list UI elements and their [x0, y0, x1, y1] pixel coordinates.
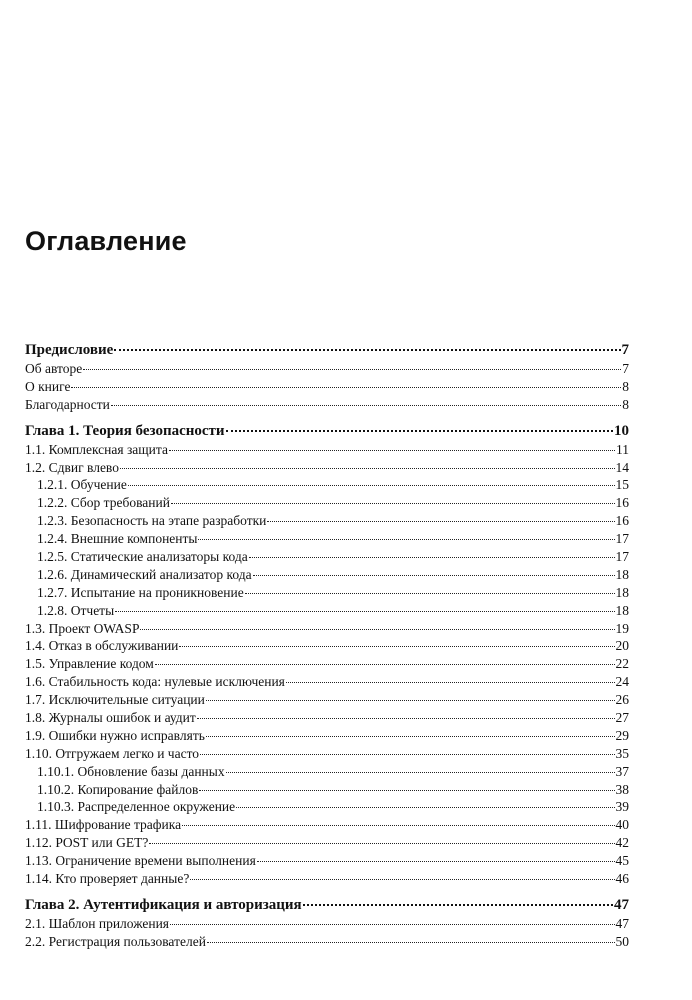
toc-entry-page-number: 11 — [616, 441, 629, 457]
toc-entry — [25, 834, 629, 852]
dot-leader — [128, 485, 615, 486]
toc-entry-title: 1.2.8. Отчеты — [37, 602, 115, 618]
toc-entry-page-number: 7 — [621, 342, 629, 358]
toc-entry — [25, 763, 629, 781]
toc-chapter-entry — [25, 341, 629, 360]
dot-leader — [169, 450, 615, 451]
toc-entry-page-number: 17 — [615, 531, 629, 547]
toc-entry-page-number: 47 — [615, 915, 629, 931]
toc-entry-page-number: 19 — [615, 620, 629, 636]
toc-entry-page-number: 46 — [615, 871, 629, 887]
dot-leader — [267, 521, 614, 522]
dot-leader — [249, 557, 615, 558]
toc-entry-title: 1.2.1. Обучение — [37, 477, 127, 493]
toc-entry-title: 2.2. Регистрация пользователей — [25, 933, 206, 949]
toc-entry-page-number: 20 — [615, 638, 629, 654]
toc-entry-title: 1.9. Ошибки нужно исправлять — [25, 727, 205, 743]
toc-entry — [25, 691, 629, 709]
toc-entry-title: 2.1. Шаблон приложения — [25, 915, 170, 931]
toc-entry-title: 1.2.3. Безопасность на этапе разработки — [37, 513, 267, 529]
toc-entry-title: 1.10. Отгружаем легко и часто — [25, 745, 200, 761]
page-title: Оглавление — [25, 226, 187, 256]
toc-entry — [25, 459, 629, 477]
dot-leader — [286, 682, 615, 683]
toc-entry-title: Глава 2. Аутентификация и авторизация — [25, 896, 302, 913]
dot-leader — [170, 924, 614, 925]
toc-entry-title: 1.7. Исключительные ситуации — [25, 692, 205, 708]
dot-leader — [149, 843, 614, 844]
toc-entry-title: 1.1. Комплексная защита — [25, 441, 168, 457]
toc-entry — [25, 602, 629, 620]
toc-entry — [25, 709, 629, 727]
toc-entry-title: 1.10.2. Копирование файлов — [37, 781, 199, 797]
dot-leader — [199, 790, 614, 791]
dot-leader — [171, 503, 615, 504]
toc-entry-title: 1.10.1. Обновление базы данных — [37, 763, 225, 779]
dot-leader — [198, 539, 614, 540]
dot-leader — [226, 430, 613, 432]
toc-entry-page-number: 27 — [615, 710, 629, 726]
toc-entry — [25, 494, 629, 512]
toc-entry-page-number: 50 — [615, 933, 629, 949]
toc-section — [25, 896, 629, 951]
dot-leader — [190, 879, 614, 880]
toc-entry-page-number: 22 — [615, 656, 629, 672]
dot-leader — [120, 468, 615, 469]
toc-entry-title: 1.8. Журналы ошибок и аудит — [25, 710, 196, 726]
dot-leader — [257, 861, 615, 862]
toc-entry-title: 1.5. Управление кодом — [25, 656, 154, 672]
toc-entry — [25, 637, 629, 655]
toc-entry-title: 1.13. Ограничение времени выполнения — [25, 853, 256, 869]
toc-entry-page-number: 42 — [615, 835, 629, 851]
toc-entry-title: 1.3. Проект OWASP — [25, 620, 140, 636]
dot-leader — [303, 904, 613, 906]
dot-leader — [207, 942, 615, 943]
toc-entry — [25, 933, 629, 951]
toc-entry-page-number: 24 — [615, 674, 629, 690]
dot-leader — [206, 736, 615, 737]
toc-entry — [25, 727, 629, 745]
toc-entry — [25, 673, 629, 691]
dot-leader — [140, 629, 614, 630]
dot-leader — [155, 664, 615, 665]
toc-entry — [25, 441, 629, 459]
toc-entry-page-number: 16 — [615, 495, 629, 511]
toc-entry-title: 1.2.7. Испытание на проникновение — [37, 584, 244, 600]
dot-leader — [111, 405, 621, 406]
toc-entry — [25, 655, 629, 673]
dot-leader — [200, 754, 614, 755]
toc-entry-title: 1.10.3. Распределенное окружение — [37, 799, 236, 815]
toc-entry-page-number: 35 — [615, 745, 629, 761]
toc-entry — [25, 781, 629, 799]
toc-entry-page-number: 45 — [615, 853, 629, 869]
dot-leader — [114, 349, 620, 351]
dot-leader — [245, 593, 615, 594]
dot-leader — [179, 646, 614, 647]
toc-entry-page-number: 14 — [615, 459, 629, 475]
dot-leader — [83, 369, 621, 370]
toc-entry — [25, 745, 629, 763]
toc-entry — [25, 476, 629, 494]
dot-leader — [197, 718, 615, 719]
toc-entry — [25, 530, 629, 548]
toc-entry-page-number: 10 — [614, 422, 629, 439]
toc-entry-page-number: 16 — [615, 513, 629, 529]
toc-entry — [25, 584, 629, 602]
toc-entry-title: 1.2.5. Статические анализаторы кода — [37, 549, 248, 565]
toc-entry-page-number: 18 — [615, 566, 629, 582]
toc-entry — [25, 548, 629, 566]
toc-chapter-entry — [25, 422, 629, 441]
toc-entry-page-number: 37 — [615, 763, 629, 779]
toc-section — [25, 341, 629, 414]
toc-entry — [25, 798, 629, 816]
toc-entry-title: О книге — [25, 378, 71, 394]
toc-entry-page-number: 18 — [615, 602, 629, 618]
toc-entry — [25, 378, 629, 396]
toc-chapter-entry — [25, 896, 629, 915]
toc-entry-title: 1.2. Сдвиг влево — [25, 459, 119, 475]
toc-entry — [25, 620, 629, 638]
toc-entry-title: Благодарности — [25, 396, 110, 412]
toc-entry-page-number: 8 — [622, 378, 629, 394]
table-of-contents — [25, 341, 629, 951]
toc-entry-page-number: 15 — [615, 477, 629, 493]
dot-leader — [182, 825, 614, 826]
toc-entry-page-number: 29 — [615, 727, 629, 743]
toc-entry-title: Предисловие — [25, 342, 114, 358]
toc-entry-title: 1.6. Стабильность кода: нулевые исключения — [25, 674, 285, 690]
toc-entry — [25, 360, 629, 378]
toc-entry-page-number: 18 — [615, 584, 629, 600]
toc-entry-page-number: 38 — [615, 781, 629, 797]
toc-entry-title: 1.4. Отказ в обслуживании — [25, 638, 179, 654]
toc-entry — [25, 915, 629, 933]
toc-entry — [25, 512, 629, 530]
toc-entry-page-number: 40 — [615, 817, 629, 833]
dot-leader — [226, 772, 615, 773]
toc-entry — [25, 816, 629, 834]
toc-entry-title: Об авторе — [25, 361, 83, 376]
dot-leader — [236, 807, 614, 808]
toc-entry-page-number: 8 — [622, 396, 629, 412]
toc-entry-title: 1.2.2. Сбор требований — [37, 495, 170, 511]
toc-entry-title: 1.2.4. Внешние компоненты — [37, 531, 198, 547]
toc-entry-title: 1.11. Шифрование трафика — [25, 817, 182, 833]
toc-entry-title: 1.12. POST или GET? — [25, 835, 149, 851]
dot-leader — [71, 387, 621, 388]
dot-leader — [206, 700, 615, 701]
toc-entry — [25, 870, 629, 888]
toc-section — [25, 422, 629, 888]
toc-entry-page-number: 39 — [615, 799, 629, 815]
toc-entry — [25, 396, 629, 414]
toc-entry-title: 1.14. Кто проверяет данные? — [25, 871, 190, 887]
toc-entry-title: 1.2.6. Динамический анализатор кода — [37, 566, 252, 582]
toc-entry — [25, 566, 629, 584]
toc-entry-page-number: 26 — [615, 692, 629, 708]
toc-entry-page-number: 7 — [622, 361, 629, 376]
toc-entry-page-number: 47 — [614, 896, 629, 913]
toc-entry-title: Глава 1. Теория безопасности — [25, 422, 225, 439]
toc-entry-page-number: 17 — [615, 549, 629, 565]
dot-leader — [115, 611, 614, 612]
dot-leader — [253, 575, 615, 576]
toc-entry — [25, 852, 629, 870]
